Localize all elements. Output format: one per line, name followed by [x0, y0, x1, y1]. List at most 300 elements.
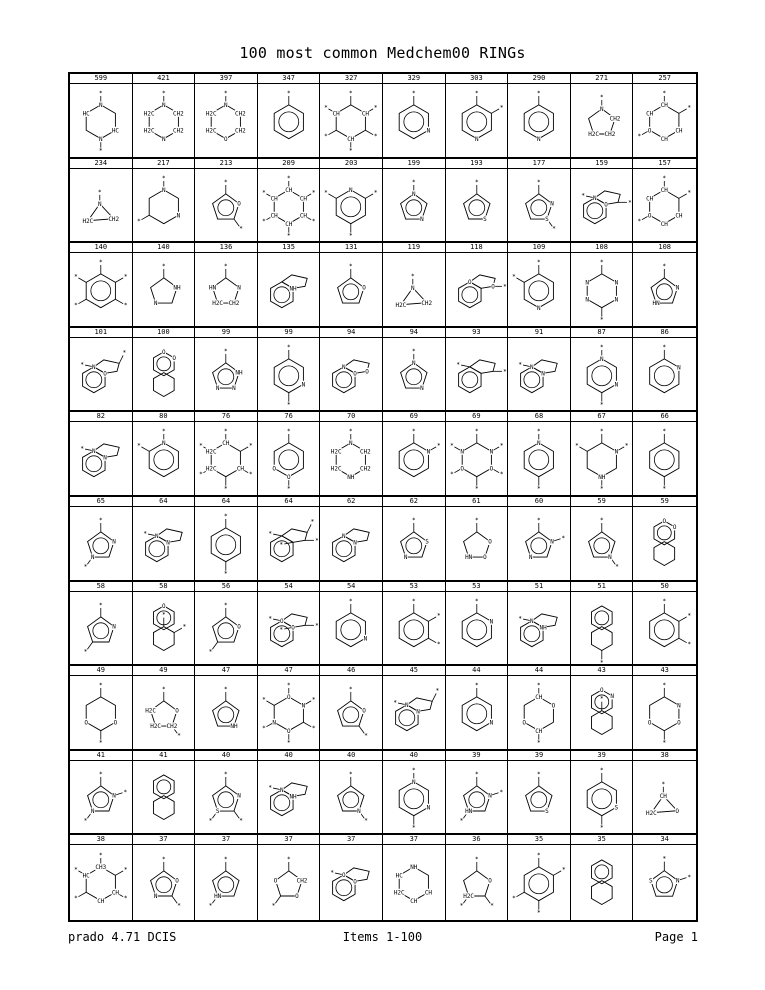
atom-label: N: [420, 384, 424, 392]
ring-structure-drawing: [258, 507, 320, 580]
atom-label: S: [216, 807, 220, 815]
aromatic-circle: [216, 535, 236, 555]
attachment-point: *: [456, 361, 460, 369]
ring-structure-drawing: [508, 592, 570, 665]
atom-label: H2C: [212, 300, 224, 308]
atom-label: S: [425, 538, 429, 546]
ring-cell: [571, 751, 634, 836]
atom-label: CH2: [172, 127, 184, 135]
aromatic-circle: [279, 450, 299, 470]
atom-label: CH2: [609, 115, 621, 123]
occurrence-count: 37: [383, 835, 445, 845]
atom-label: HN: [652, 300, 661, 308]
attachment-point: *: [182, 623, 186, 631]
ring-cell: [195, 243, 258, 328]
substituent-bond: [174, 628, 182, 632]
ring-structure-svg: [195, 507, 257, 580]
attachment-point: *: [311, 188, 316, 196]
ring-structure-drawing: [320, 676, 382, 749]
ring-cell: [258, 328, 321, 413]
ring-cell: [383, 582, 446, 667]
atom-label: CH: [660, 792, 668, 800]
substituent-bond: [141, 447, 149, 451]
ring-structure-svg: [70, 422, 132, 495]
atom-label: H2C: [395, 302, 407, 310]
ring-structure-svg: [571, 253, 633, 326]
occurrence-count: 397: [195, 74, 257, 84]
occurrence-count: 64: [133, 497, 195, 507]
ring-cell: [258, 159, 321, 244]
ring-structure-svg: [195, 845, 257, 920]
attachment-point: *: [459, 903, 463, 911]
aromatic-circle: [404, 619, 424, 639]
occurrence-count: 118: [446, 243, 508, 253]
atom-label: N: [357, 807, 362, 815]
atom-label: N: [279, 786, 284, 794]
ring-structure-svg: [258, 676, 320, 749]
ring-cell: [633, 412, 696, 497]
attachment-point: *: [208, 903, 213, 911]
ring-cell: [320, 159, 383, 244]
aromatic-circle: [399, 710, 415, 726]
ring-cell: [446, 159, 509, 244]
ring-cell: [258, 497, 321, 582]
atom-label: N: [363, 635, 368, 643]
attachment-point: *: [599, 428, 604, 436]
ring-structure-drawing: [633, 338, 696, 411]
atom-label: N: [237, 284, 242, 292]
attachment-point: *: [249, 442, 253, 450]
atom-label: H2C: [588, 131, 599, 139]
ring-structure-drawing: [195, 422, 257, 495]
aromatic-circle: [466, 704, 486, 724]
ring-structure-drawing: [571, 761, 633, 834]
aromatic-circle: [406, 538, 422, 554]
attachment-point: *: [224, 856, 228, 864]
attachment-point: *: [436, 640, 441, 648]
ring-structure-svg: [633, 84, 696, 157]
ring-structure-svg: [446, 422, 508, 495]
occurrence-count: 51: [571, 582, 633, 592]
aromatic-circle: [86, 372, 102, 388]
ring-cell: [508, 497, 571, 582]
ring-cell: [383, 328, 446, 413]
ring-structure-svg: [383, 507, 445, 580]
ring-cell: [133, 412, 196, 497]
ring-cell: [571, 74, 634, 159]
ring-structure-svg: [320, 253, 382, 326]
ring-structure-drawing: [508, 676, 570, 749]
ring-structure-svg: [258, 761, 320, 834]
ring-structure-svg: [446, 253, 508, 326]
ring-structure-drawing: [320, 253, 382, 326]
atom-label: O: [648, 719, 652, 727]
atom-label: O: [286, 694, 291, 702]
ring-structure-svg: [633, 676, 696, 749]
ring-structure-svg: [70, 761, 132, 834]
ring-structure-svg: [258, 84, 320, 157]
aromatic-circle: [529, 112, 549, 132]
ring-structure-svg: [133, 422, 195, 495]
ring-structure-svg: [70, 676, 132, 749]
ring-structure-drawing: [133, 169, 195, 242]
attachment-point: *: [99, 739, 103, 747]
occurrence-count: 82: [70, 412, 132, 422]
ring-structure-svg: [320, 507, 382, 580]
attachment-point: *: [224, 178, 228, 186]
occurrence-count: 56: [195, 582, 257, 592]
ring-cell: [70, 751, 133, 836]
atom-label: CH: [675, 127, 683, 135]
occurrence-count: 76: [195, 412, 257, 422]
atom-label: CH2: [360, 448, 372, 456]
attachment-point: *: [224, 686, 228, 694]
ring-cell: [508, 666, 571, 751]
ring-cell: [633, 835, 696, 920]
attachment-point: *: [224, 428, 228, 436]
atom-label: N: [614, 279, 618, 287]
substituent-bond: [679, 616, 687, 620]
ring-structure-svg: [633, 422, 696, 495]
attachment-point: *: [662, 89, 667, 97]
ring-bond: [274, 697, 303, 731]
atom-label: NH: [539, 624, 547, 632]
ring-bond: [524, 697, 553, 731]
occurrence-count: 54: [258, 582, 320, 592]
aromatic-circle: [404, 450, 424, 470]
aromatic-circle: [218, 622, 234, 638]
ring-structure-svg: [383, 253, 445, 326]
ring-structure-drawing: [320, 761, 382, 834]
atom-label: N: [489, 448, 493, 456]
footer-software: prado 4.71 DCIS: [68, 930, 177, 944]
ring-structure-svg: [633, 592, 696, 665]
atom-label: HN: [214, 893, 222, 901]
substituent-bond: [428, 616, 436, 620]
ring-structure-drawing: [446, 422, 508, 495]
atom-label: O: [161, 348, 166, 356]
aromatic-circle: [657, 284, 673, 300]
attachment-point: *: [80, 361, 85, 369]
ring-structure-drawing: [633, 253, 696, 326]
attachment-point: *: [662, 263, 667, 271]
ring-structure-drawing: [633, 845, 696, 920]
ring-structure-svg: [633, 338, 696, 411]
substituent-bond: [303, 722, 311, 726]
ring-structure-svg: [258, 507, 320, 580]
atom-label: N: [487, 792, 492, 800]
aromatic-circle: [279, 112, 299, 132]
ring-structure-svg: [258, 169, 320, 242]
occurrence-count: 43: [633, 666, 696, 676]
atom-label: N: [161, 102, 166, 110]
atom-label: N: [592, 194, 597, 202]
occurrence-count: 47: [195, 666, 257, 676]
occurrence-count: 41: [133, 751, 195, 761]
atom-label: CH3: [95, 864, 107, 872]
attachment-point: *: [176, 903, 181, 911]
ring-bond: [469, 360, 494, 373]
atom-label: O: [273, 878, 278, 886]
aromatic-circle: [404, 112, 424, 132]
atom-label: N: [353, 539, 358, 547]
attachment-point: *: [374, 188, 378, 196]
ring-structure-drawing: [571, 338, 633, 411]
atom-label: N: [301, 381, 305, 389]
atom-label: O: [237, 623, 242, 631]
attachment-point: *: [161, 263, 166, 271]
ring-structure-drawing: [70, 338, 132, 411]
atom-label: N: [90, 554, 95, 562]
atom-label: CH2: [235, 110, 246, 118]
atom-label: N: [420, 215, 424, 223]
ring-structure-svg: [508, 676, 570, 749]
attachment-point: *: [687, 611, 692, 619]
ring-structure-svg: [195, 253, 257, 326]
occurrence-count: 234: [70, 159, 132, 169]
occurrence-count: 44: [446, 666, 508, 676]
atom-label: N: [90, 807, 95, 815]
attachment-point: *: [499, 442, 504, 450]
atom-label: O: [487, 538, 492, 546]
atom-label: CH2: [172, 110, 184, 118]
aromatic-circle: [531, 792, 547, 808]
atom-label: O: [84, 719, 88, 727]
attachment-point: *: [537, 178, 541, 186]
ring-structure-drawing: [133, 676, 195, 749]
aromatic-circle: [343, 792, 359, 808]
attachment-point: *: [599, 93, 604, 101]
attachment-point: *: [349, 147, 353, 155]
occurrence-count: 38: [633, 751, 696, 761]
atom-label: N: [529, 554, 533, 562]
attachment-point: *: [599, 516, 604, 524]
ring-structure-svg: [133, 676, 195, 749]
atom-label: NH: [598, 474, 606, 482]
occurrence-count: 217: [133, 159, 195, 169]
attachment-point: *: [435, 687, 440, 695]
ring-cell: [320, 412, 383, 497]
ring-structure-svg: [258, 338, 320, 411]
atom-label: N: [99, 135, 103, 143]
ring-bond: [213, 193, 242, 218]
ring-structure-svg: [383, 169, 445, 242]
ring-cell: [633, 74, 696, 159]
ring-cell: [320, 243, 383, 328]
aromatic-circle: [218, 877, 234, 893]
attachment-point: *: [436, 442, 441, 450]
atom-label: N: [272, 719, 276, 727]
ring-structure-drawing: [195, 169, 257, 242]
ring-structure-drawing: [571, 507, 633, 580]
atom-label: O: [171, 354, 176, 362]
ring-structure-svg: [446, 169, 508, 242]
ring-structure-svg: [195, 84, 257, 157]
ring-structure-drawing: [508, 507, 570, 580]
atom-label: N: [677, 702, 682, 710]
atom-label: N: [614, 448, 618, 456]
ring-structure-drawing: [446, 169, 508, 242]
attachment-point: *: [74, 273, 78, 281]
ring-cell: [70, 159, 133, 244]
ring-structure-svg: [70, 169, 132, 242]
aromatic-circle: [524, 372, 540, 388]
aromatic-circle: [655, 450, 675, 470]
attachment-point: *: [614, 563, 619, 571]
atom-label: CH2: [235, 127, 246, 135]
aromatic-circle: [594, 538, 610, 554]
atom-label: N: [342, 363, 347, 371]
attachment-point: *: [474, 856, 479, 864]
ring-cell: [258, 412, 321, 497]
atom-label: O: [648, 212, 652, 220]
atom-label: HC: [82, 872, 90, 880]
ring-structure-drawing: [258, 845, 320, 920]
attachment-point: *: [208, 648, 213, 656]
atom-label: N: [677, 364, 682, 372]
ring-structure-drawing: [133, 761, 195, 834]
aromatic-circle: [529, 874, 549, 894]
aromatic-circle: [655, 619, 675, 639]
atom-label: N: [550, 538, 555, 546]
attachment-point: *: [74, 302, 78, 310]
atom-label: H2C: [206, 110, 217, 118]
atom-label: S: [545, 215, 549, 223]
aromatic-circle: [343, 284, 359, 300]
attachment-point: *: [83, 648, 88, 656]
attachment-point: *: [637, 133, 642, 141]
atom-label: H2C: [143, 110, 155, 118]
atom-label: N: [112, 623, 116, 631]
ring-structure-drawing: [383, 338, 445, 411]
attachment-point: *: [459, 817, 463, 825]
ring-bond: [651, 871, 678, 897]
attachment-point: *: [537, 485, 541, 493]
aromatic-circle: [406, 369, 422, 385]
attachment-point: *: [324, 104, 329, 112]
ring-cell: [383, 159, 446, 244]
atom-label: N: [474, 135, 479, 143]
ring-structure-drawing: [383, 761, 445, 834]
ring-structure-drawing: [133, 422, 195, 495]
ring-structure-svg: [258, 845, 320, 920]
occurrence-count: 44: [508, 666, 570, 676]
atom-label: CH: [646, 195, 654, 203]
occurrence-count: 40: [320, 751, 382, 761]
aromatic-circle: [461, 287, 477, 303]
occurrence-count: 59: [633, 497, 696, 507]
substituent-bond: [78, 278, 86, 282]
atom-label: N: [426, 804, 431, 812]
ring-cell: [383, 666, 446, 751]
aromatic-circle: [148, 541, 164, 557]
aromatic-circle: [343, 707, 359, 723]
ring-cell: [571, 159, 634, 244]
ring-cell: [133, 666, 196, 751]
atom-label: NH: [289, 285, 297, 293]
atom-label: N: [161, 135, 166, 143]
ring-cell: [70, 243, 133, 328]
attachment-point: *: [599, 401, 604, 409]
occurrence-count: 37: [258, 835, 320, 845]
occurrence-count: 53: [383, 582, 445, 592]
attachment-point: *: [208, 817, 213, 825]
ring-structure-drawing: [508, 761, 570, 834]
ring-structure-svg: [195, 422, 257, 495]
ring-cell: [320, 497, 383, 582]
ring-structure-drawing: [258, 338, 320, 411]
atom-label: N: [676, 284, 680, 292]
aromatic-circle: [468, 792, 484, 808]
ring-structure-drawing: [508, 84, 570, 157]
atom-label: H2C: [149, 723, 161, 731]
substituent-bond: [366, 193, 374, 197]
ring-cell: [571, 582, 634, 667]
atom-label: N: [349, 440, 353, 448]
atom-label: N: [530, 363, 534, 371]
atom-label: N: [426, 448, 431, 456]
substituent-bond: [273, 534, 282, 536]
occurrence-count: 86: [633, 328, 696, 338]
ring-cell: [195, 328, 258, 413]
attachment-point: *: [80, 445, 85, 453]
ring-structure-drawing: [633, 507, 696, 580]
atom-label: O: [362, 707, 367, 715]
occurrence-count: 67: [571, 412, 633, 422]
aromatic-circle: [529, 450, 549, 470]
atom-label: O: [279, 617, 284, 625]
ring-structure-svg: [195, 761, 257, 834]
occurrence-count: 62: [320, 497, 382, 507]
ring-structure-svg: [571, 338, 633, 411]
occurrence-count: 136: [195, 243, 257, 253]
ring-structure-drawing: [446, 761, 508, 834]
attachment-point: *: [349, 89, 353, 97]
attachment-point: *: [474, 485, 479, 493]
ring-cell: [70, 582, 133, 667]
substituent-bond: [679, 109, 687, 113]
ring-structure-drawing: [571, 422, 633, 495]
ring-structure-svg: [133, 338, 195, 411]
substituent-bond: [115, 299, 123, 303]
attachment-point: *: [123, 273, 128, 281]
attachment-point: *: [552, 225, 556, 233]
attachment-point: *: [502, 283, 507, 291]
ring-cell: [258, 835, 321, 920]
attachment-point: *: [687, 874, 692, 882]
atom-label: CH2: [166, 723, 177, 731]
ring-structure-drawing: [571, 592, 633, 665]
occurrence-count: 140: [133, 243, 195, 253]
ring-cell: [133, 582, 196, 667]
ring-structure-drawing: [195, 507, 257, 580]
ring-cell: [508, 412, 571, 497]
atom-label: CH: [111, 889, 119, 897]
ring-bond: [213, 616, 242, 641]
atom-label: N: [537, 440, 541, 448]
atom-label: CH: [285, 220, 293, 228]
attachment-point: *: [99, 259, 103, 267]
atom-label: H2C: [331, 465, 342, 473]
attachment-point: *: [474, 428, 479, 436]
attachment-point: *: [599, 824, 604, 832]
atom-label: O: [604, 201, 608, 209]
atom-label: O: [224, 135, 228, 143]
ring-cell: [446, 835, 509, 920]
attachment-point: *: [662, 428, 667, 436]
ring-structure-drawing: [320, 845, 382, 920]
attachment-point: *: [176, 732, 181, 740]
